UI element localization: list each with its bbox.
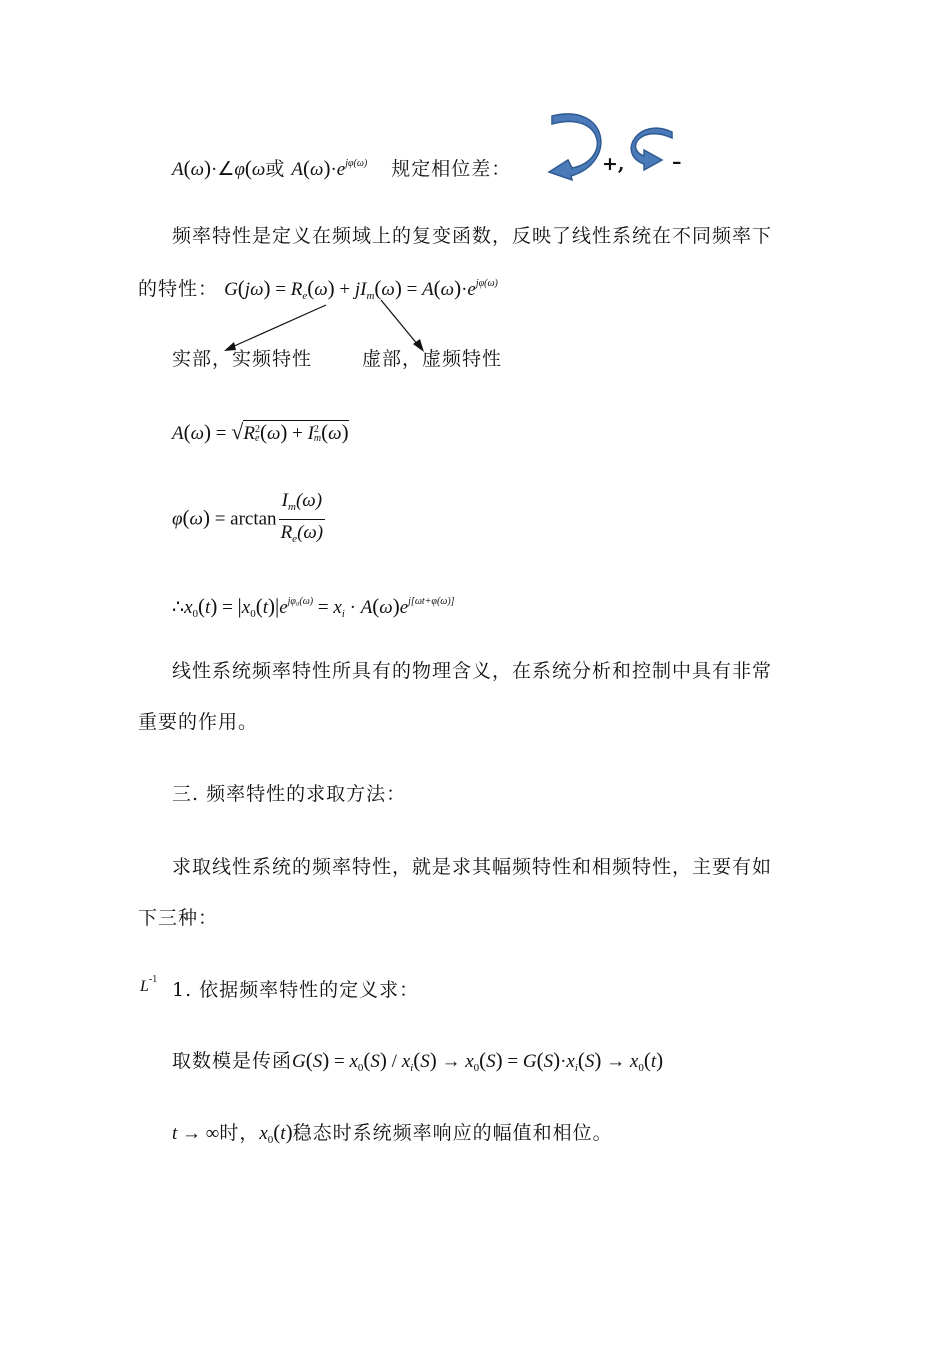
subscript: e	[254, 433, 260, 444]
symbol: x	[259, 1123, 268, 1144]
symbol: )	[553, 1048, 561, 1072]
denominator	[279, 520, 326, 551]
symbol: R	[243, 423, 255, 444]
symbol: =	[401, 279, 423, 300]
clockwise-arrow-icon	[549, 114, 601, 180]
symbol: )	[656, 1048, 664, 1072]
paragraph-line: 下三种：	[138, 907, 219, 929]
subscript: e	[302, 290, 308, 302]
plus-sign: +,	[602, 153, 625, 175]
symbol: ·	[560, 1051, 567, 1072]
symbol: (	[183, 156, 191, 180]
paragraph-line: 线性系统频率特性所具有的物理含义，在系统分析和控制中具有非常	[172, 660, 773, 682]
text-prefix: 取数模是传函	[172, 1050, 293, 1072]
symbol: e	[336, 159, 346, 180]
symbol: (ω)	[295, 490, 323, 511]
symbol: ω	[314, 279, 328, 300]
symbol: ·	[461, 279, 468, 300]
paragraph-line: 求取线性系统的频率特性，就是求其幅频特性和相频特性，主要有如	[172, 856, 773, 878]
symbol: )	[285, 1120, 293, 1144]
symbol: x	[184, 597, 193, 618]
symbol: t	[172, 1123, 178, 1144]
symbol: x	[401, 1051, 411, 1072]
symbol: e	[467, 279, 476, 300]
symbol: ·	[344, 597, 361, 618]
symbol: (	[536, 1048, 544, 1072]
symbol: A	[422, 279, 434, 300]
symbol: (	[321, 420, 329, 444]
symbol: ω	[310, 159, 324, 180]
exponent: j[ωt+φ(ω)]	[408, 596, 455, 607]
symbol: x	[241, 597, 251, 618]
symbol: t	[205, 597, 211, 618]
symbol: )	[454, 276, 462, 300]
symbol: )	[210, 594, 218, 618]
subscript: m	[288, 501, 296, 513]
symbol: )	[202, 505, 210, 530]
symbol: G	[292, 1051, 306, 1072]
section-heading: 三. 频率特性的求取方法：	[172, 783, 407, 805]
symbol: S	[312, 1051, 323, 1072]
symbol: ·∠	[211, 159, 235, 180]
amplitude-formula	[172, 420, 349, 446]
symbol: →	[601, 1051, 630, 1072]
superscript: 2	[313, 424, 319, 435]
counterclockwise-arrow-icon	[631, 128, 672, 170]
phase-formula	[172, 488, 325, 551]
list-item-title: 1. 依据频率特性的定义求：	[172, 979, 420, 1001]
symbol: I	[281, 490, 288, 511]
symbol: (	[577, 1048, 585, 1072]
symbol: (	[643, 1048, 651, 1072]
transfer-function-line	[172, 1048, 663, 1080]
symbol: ω	[440, 279, 455, 300]
symbol: )	[204, 420, 212, 444]
subscript: i	[341, 608, 345, 620]
symbol: =	[217, 597, 238, 618]
symbol: φ	[172, 508, 183, 530]
paragraph-line: 重要的作用。	[138, 711, 259, 733]
symbol: x	[629, 1051, 639, 1072]
exponent: jφ₀(ω)	[287, 596, 314, 607]
symbol: +	[287, 423, 308, 444]
symbol: ω	[251, 159, 266, 180]
symbol: φ	[234, 159, 245, 180]
symbol: ω	[189, 508, 203, 530]
symbol: A	[172, 423, 184, 444]
symbol: (	[273, 1120, 281, 1144]
symbol: S	[486, 1051, 496, 1072]
text-prefix: 的特性：	[138, 278, 219, 300]
exponent: jφ(ω)	[345, 158, 368, 169]
text: 稳态时系统频率响应的幅值和相位。	[292, 1122, 613, 1144]
function-name: arctan	[230, 508, 277, 530]
symbol: (	[479, 1048, 487, 1072]
superscript: 2	[254, 424, 260, 435]
symbol: =	[211, 423, 232, 444]
subscript: m	[366, 290, 375, 302]
subscript: 0	[250, 608, 256, 620]
symbol: )	[322, 1048, 330, 1072]
superscript: -1	[148, 974, 158, 985]
real-part-label: 实部，实频特性	[172, 348, 313, 370]
symbol: S	[543, 1051, 554, 1072]
symbol: )	[594, 1048, 602, 1072]
exponent: jφ(ω)	[475, 278, 498, 289]
symbol: A	[291, 159, 304, 180]
steady-state-text-line	[172, 1120, 613, 1152]
symbol: )	[267, 594, 275, 618]
subscript: e	[292, 533, 298, 545]
symbol: (	[303, 156, 311, 180]
symbol: |	[237, 594, 242, 618]
symbol: t	[650, 1051, 657, 1072]
symbol: )	[280, 420, 288, 444]
symbol: =	[329, 1051, 350, 1072]
symbol: /	[386, 1051, 402, 1072]
symbol: (	[255, 594, 263, 618]
symbol: R	[280, 522, 293, 543]
subscript: 0	[357, 1062, 364, 1074]
symbol: L	[140, 978, 149, 995]
paragraph-line: 频率特性是定义在频域上的复变函数，反映了线性系统在不同频率下	[172, 225, 773, 247]
symbol: (	[307, 276, 315, 300]
symbol: ∴	[172, 597, 185, 618]
symbol: =	[270, 279, 291, 300]
symbol: )	[379, 1048, 387, 1072]
symbol: ω	[266, 423, 281, 444]
symbol: ω	[190, 159, 205, 180]
subscript: 0	[267, 1134, 274, 1146]
numerator	[279, 488, 326, 520]
symbol: e	[279, 597, 288, 618]
subscript: i	[574, 1062, 578, 1074]
symbol: →	[436, 1051, 466, 1072]
symbol: ω	[328, 423, 342, 444]
symbol: |	[274, 594, 280, 618]
symbol: t	[262, 597, 268, 618]
symbol: )	[204, 156, 212, 180]
text: 时，	[219, 1122, 260, 1144]
fraction	[279, 488, 326, 551]
symbol: jω	[244, 279, 264, 300]
symbol: ∞	[205, 1123, 220, 1144]
symbol: A	[360, 597, 373, 618]
margin-note	[140, 968, 157, 999]
subscript: 0	[192, 608, 199, 620]
symbol: (	[372, 594, 380, 618]
symbol: e	[399, 597, 409, 618]
frequency-char-formula-line	[138, 272, 498, 308]
symbol: G	[522, 1051, 537, 1072]
symbol: (	[433, 276, 441, 300]
symbol: (	[237, 276, 245, 300]
symbol: ·	[330, 159, 337, 180]
symbol: =	[209, 508, 231, 530]
symbol: (	[198, 594, 206, 618]
symbol: A	[172, 159, 184, 180]
symbol: (ω)	[297, 522, 324, 543]
symbol: (	[183, 420, 191, 444]
steady-state-formula	[172, 590, 455, 626]
symbol: S	[584, 1051, 595, 1072]
symbol: (	[259, 420, 267, 444]
symbol: )	[327, 276, 335, 300]
symbol: (	[244, 156, 252, 180]
symbol: ω	[381, 279, 395, 300]
symbol: j	[354, 279, 361, 300]
subscript: m	[313, 433, 322, 444]
subscript: 0	[473, 1062, 480, 1074]
symbol: S	[370, 1051, 380, 1072]
symbol: x	[465, 1051, 474, 1072]
symbol: ω	[190, 423, 205, 444]
symbol: t	[280, 1123, 286, 1144]
symbol: )	[341, 420, 349, 444]
symbol: (	[413, 1048, 421, 1072]
imag-part-label: 虚部，虚频特性	[362, 348, 503, 370]
symbol: )	[323, 156, 331, 180]
symbol: I	[360, 279, 367, 300]
subscript: 0	[638, 1062, 644, 1074]
symbol: (	[305, 1048, 313, 1072]
symbol: )	[429, 1048, 437, 1072]
symbol: )	[394, 276, 402, 300]
symbol: I	[307, 423, 314, 444]
symbol: )	[392, 594, 400, 618]
pointer-arrow-real	[224, 305, 326, 351]
symbol: →	[177, 1123, 206, 1144]
or-text: 或	[265, 158, 286, 180]
symbol: x	[566, 1051, 575, 1072]
subscript: i	[410, 1062, 414, 1074]
symbol: x	[349, 1051, 358, 1072]
symbol: )	[263, 276, 271, 300]
symbol: )	[495, 1048, 503, 1072]
symbol: =	[313, 597, 334, 618]
symbol: (	[182, 505, 190, 530]
symbol: G	[224, 279, 238, 300]
sqrt-radicand	[243, 420, 348, 444]
symbol: +	[334, 279, 355, 300]
symbol: =	[502, 1051, 523, 1072]
rule-label: 规定相位差：	[391, 158, 512, 180]
symbol: ω	[379, 597, 393, 618]
symbol: (	[363, 1048, 371, 1072]
symbol: R	[290, 279, 303, 300]
minus-sign: –	[672, 151, 682, 173]
symbol: (	[374, 276, 382, 300]
symbol: x	[333, 597, 342, 618]
symbol: S	[420, 1051, 430, 1072]
sqrt-sign: √	[231, 419, 244, 444]
